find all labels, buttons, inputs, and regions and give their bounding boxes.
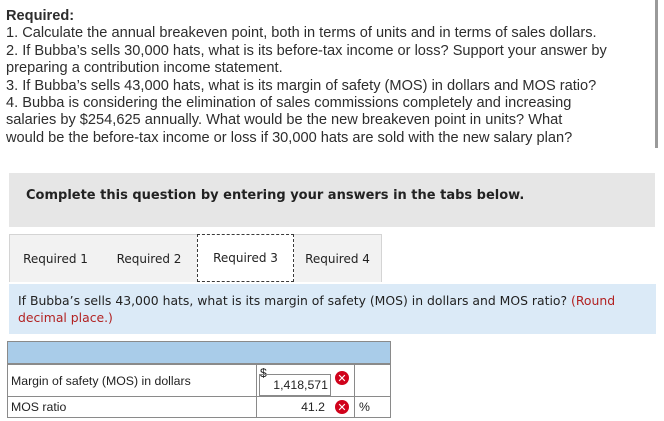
tab-required-4[interactable]: Required 4 xyxy=(294,234,382,282)
mos-dollars-input[interactable] xyxy=(259,374,331,396)
table-header-row xyxy=(7,341,391,364)
mos-dollars-value: 1,418,571 xyxy=(273,378,328,392)
mos-dollars-cell xyxy=(256,364,355,397)
x-circle-icon: ✕ xyxy=(335,400,349,414)
question-line: 1. Calculate the annual breakeven point, both in terms of units and in terms of sales dollars. xyxy=(6,25,597,42)
tab-required-3[interactable]: Required 3 xyxy=(197,234,294,282)
row-label-mos-ratio: MOS ratio xyxy=(7,396,257,418)
tab-required-1[interactable]: Required 1 xyxy=(9,234,101,282)
question-line: would be the before-tax income or loss if 30,000 hats are sold with the new salary plan? xyxy=(6,129,573,146)
question-line: salaries by $254,625 annually. What would be the new breakeven point in units? What xyxy=(6,112,563,129)
question-heading: Required: xyxy=(6,8,75,24)
complete-question-text: Complete this question by entering your answers in the tabs below. xyxy=(26,188,525,203)
dollar-sign: $ xyxy=(260,366,267,380)
question-line: 2. If Bubba’s sells 30,000 hats, what is its before-tax income or loss? Support your answer by xyxy=(6,42,607,59)
mos-ratio-unit: % xyxy=(354,396,391,418)
question-block xyxy=(0,0,658,148)
instruction-text: If Bubba’s sells 43,000 hats, what is its margin of safety (MOS) in dollars and MOS ratio? xyxy=(18,293,568,308)
row-label-mos-dollars: Margin of safety (MOS) in dollars xyxy=(7,364,257,397)
complete-question-banner xyxy=(9,173,655,227)
mos-ratio-cell[interactable] xyxy=(256,396,355,418)
tab-bar xyxy=(9,234,383,284)
question-line: 4. Bubba is considering the elimination of sales commissions completely and increasing xyxy=(6,95,572,112)
mos-ratio-value: 41.2 xyxy=(301,400,325,414)
tab-required-2[interactable]: Required 2 xyxy=(101,234,197,282)
question-line: preparing a contribution income statement. xyxy=(6,60,283,77)
question-line: 3. If Bubba’s sells 43,000 hats, what is its margin of safety (MOS) in dollars and MOS ratio? xyxy=(6,77,597,94)
rounding-note: (Round decimal place.) xyxy=(18,293,616,325)
mos-dollars-unit xyxy=(354,364,391,397)
x-circle-icon: ✕ xyxy=(335,371,349,385)
instruction-panel xyxy=(9,284,656,334)
